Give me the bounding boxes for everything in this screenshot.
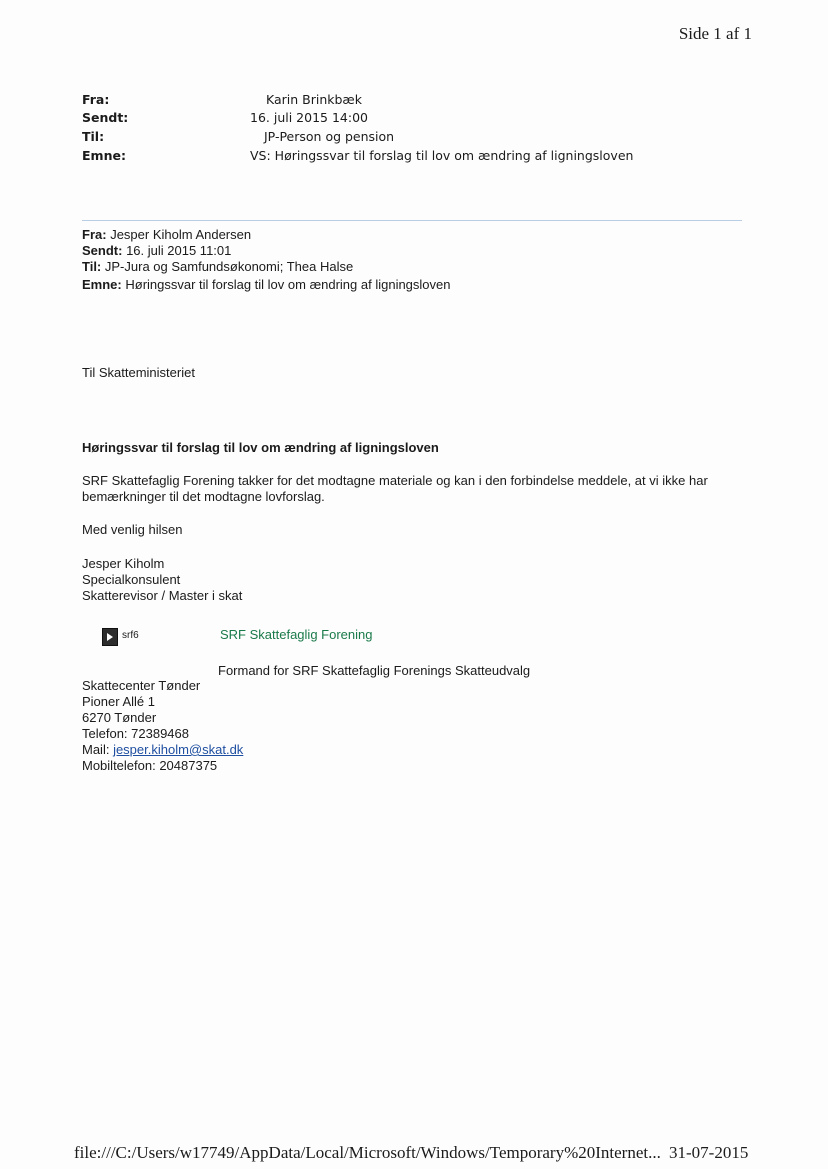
signature-name: Jesper Kiholm: [82, 556, 165, 571]
fwd-to-value: JP-Jura og Samfundsøkonomi; Thea Halse: [104, 259, 354, 274]
fwd-sent-value: 16. juli 2015 11:01: [126, 243, 232, 258]
fwd-from-value: Jesper Kiholm Andersen: [110, 227, 252, 242]
header-sent-value: 16. juli 2015 14:00: [250, 110, 368, 125]
office: Skattecenter Tønder: [82, 678, 201, 693]
body-paragraph: SRF Skattefaglig Forening takker for det modtagne materiale og kan i den forbindelse meddele, at vi ikke har bemærkninger til det modtagne lovforslag.: [82, 473, 708, 504]
fwd-subject-label: Emne:: [82, 277, 122, 292]
signature-title: Specialkonsulent: [82, 572, 181, 587]
logo-alt-text: srf6: [122, 630, 139, 641]
header-to-value: JP-Person og pension: [264, 129, 395, 144]
street: Pioner Allé 1: [82, 694, 155, 709]
fwd-to-label: Til:: [82, 259, 102, 274]
body-heading: Høringssvar til forslag til lov om ændring af ligningsloven: [82, 440, 439, 455]
fwd-sent-label: Sendt:: [82, 243, 123, 258]
signature-role: Skatterevisor / Master i skat: [82, 588, 243, 603]
header-subject-value: VS: Høringssvar til forslag til lov om ændring af ligningsloven: [250, 148, 634, 163]
broken-image-icon: [102, 628, 118, 646]
fwd-subject-value: Høringssvar til forslag til lov om ændring af ligningsloven: [125, 277, 451, 292]
header-subject-label: Emne:: [82, 148, 126, 163]
fwd-subject-line: [82, 277, 451, 293]
header-divider: [82, 220, 742, 221]
mail-label: Mail:: [82, 742, 114, 757]
org-name: SRF Skattefaglig Forening: [220, 627, 373, 642]
fwd-sent-line: [82, 243, 231, 259]
header-from-value: Karin Brinkbæk: [266, 92, 362, 107]
fwd-from-line: [82, 227, 251, 243]
city: 6270 Tønder: [82, 710, 157, 725]
mail-line: [82, 742, 243, 758]
footer-date: 31-07-2015: [669, 1143, 749, 1162]
header-sent-label: Sendt:: [82, 110, 129, 125]
fwd-to-line: [82, 259, 353, 275]
mobile: Mobiltelefon: 20487375: [82, 758, 218, 773]
closing: Med venlig hilsen: [82, 522, 183, 537]
org-role: Formand for SRF Skattefaglig Forenings Skatteudvalg: [218, 663, 531, 678]
salutation: Til Skatteministeriet: [82, 365, 195, 380]
fwd-from-label: Fra:: [82, 227, 107, 242]
mail-link[interactable]: jesper.kiholm@skat.dk: [113, 742, 244, 757]
footer-file-path: file:///C:/Users/w17749/AppData/Local/Microsoft/Windows/Temporary%20Internet...: [74, 1143, 661, 1162]
header-from-label: Fra:: [82, 92, 110, 107]
page-number: Side 1 af 1: [678, 24, 752, 43]
header-to-label: Til:: [82, 129, 105, 144]
phone: Telefon: 72389468: [82, 726, 189, 741]
